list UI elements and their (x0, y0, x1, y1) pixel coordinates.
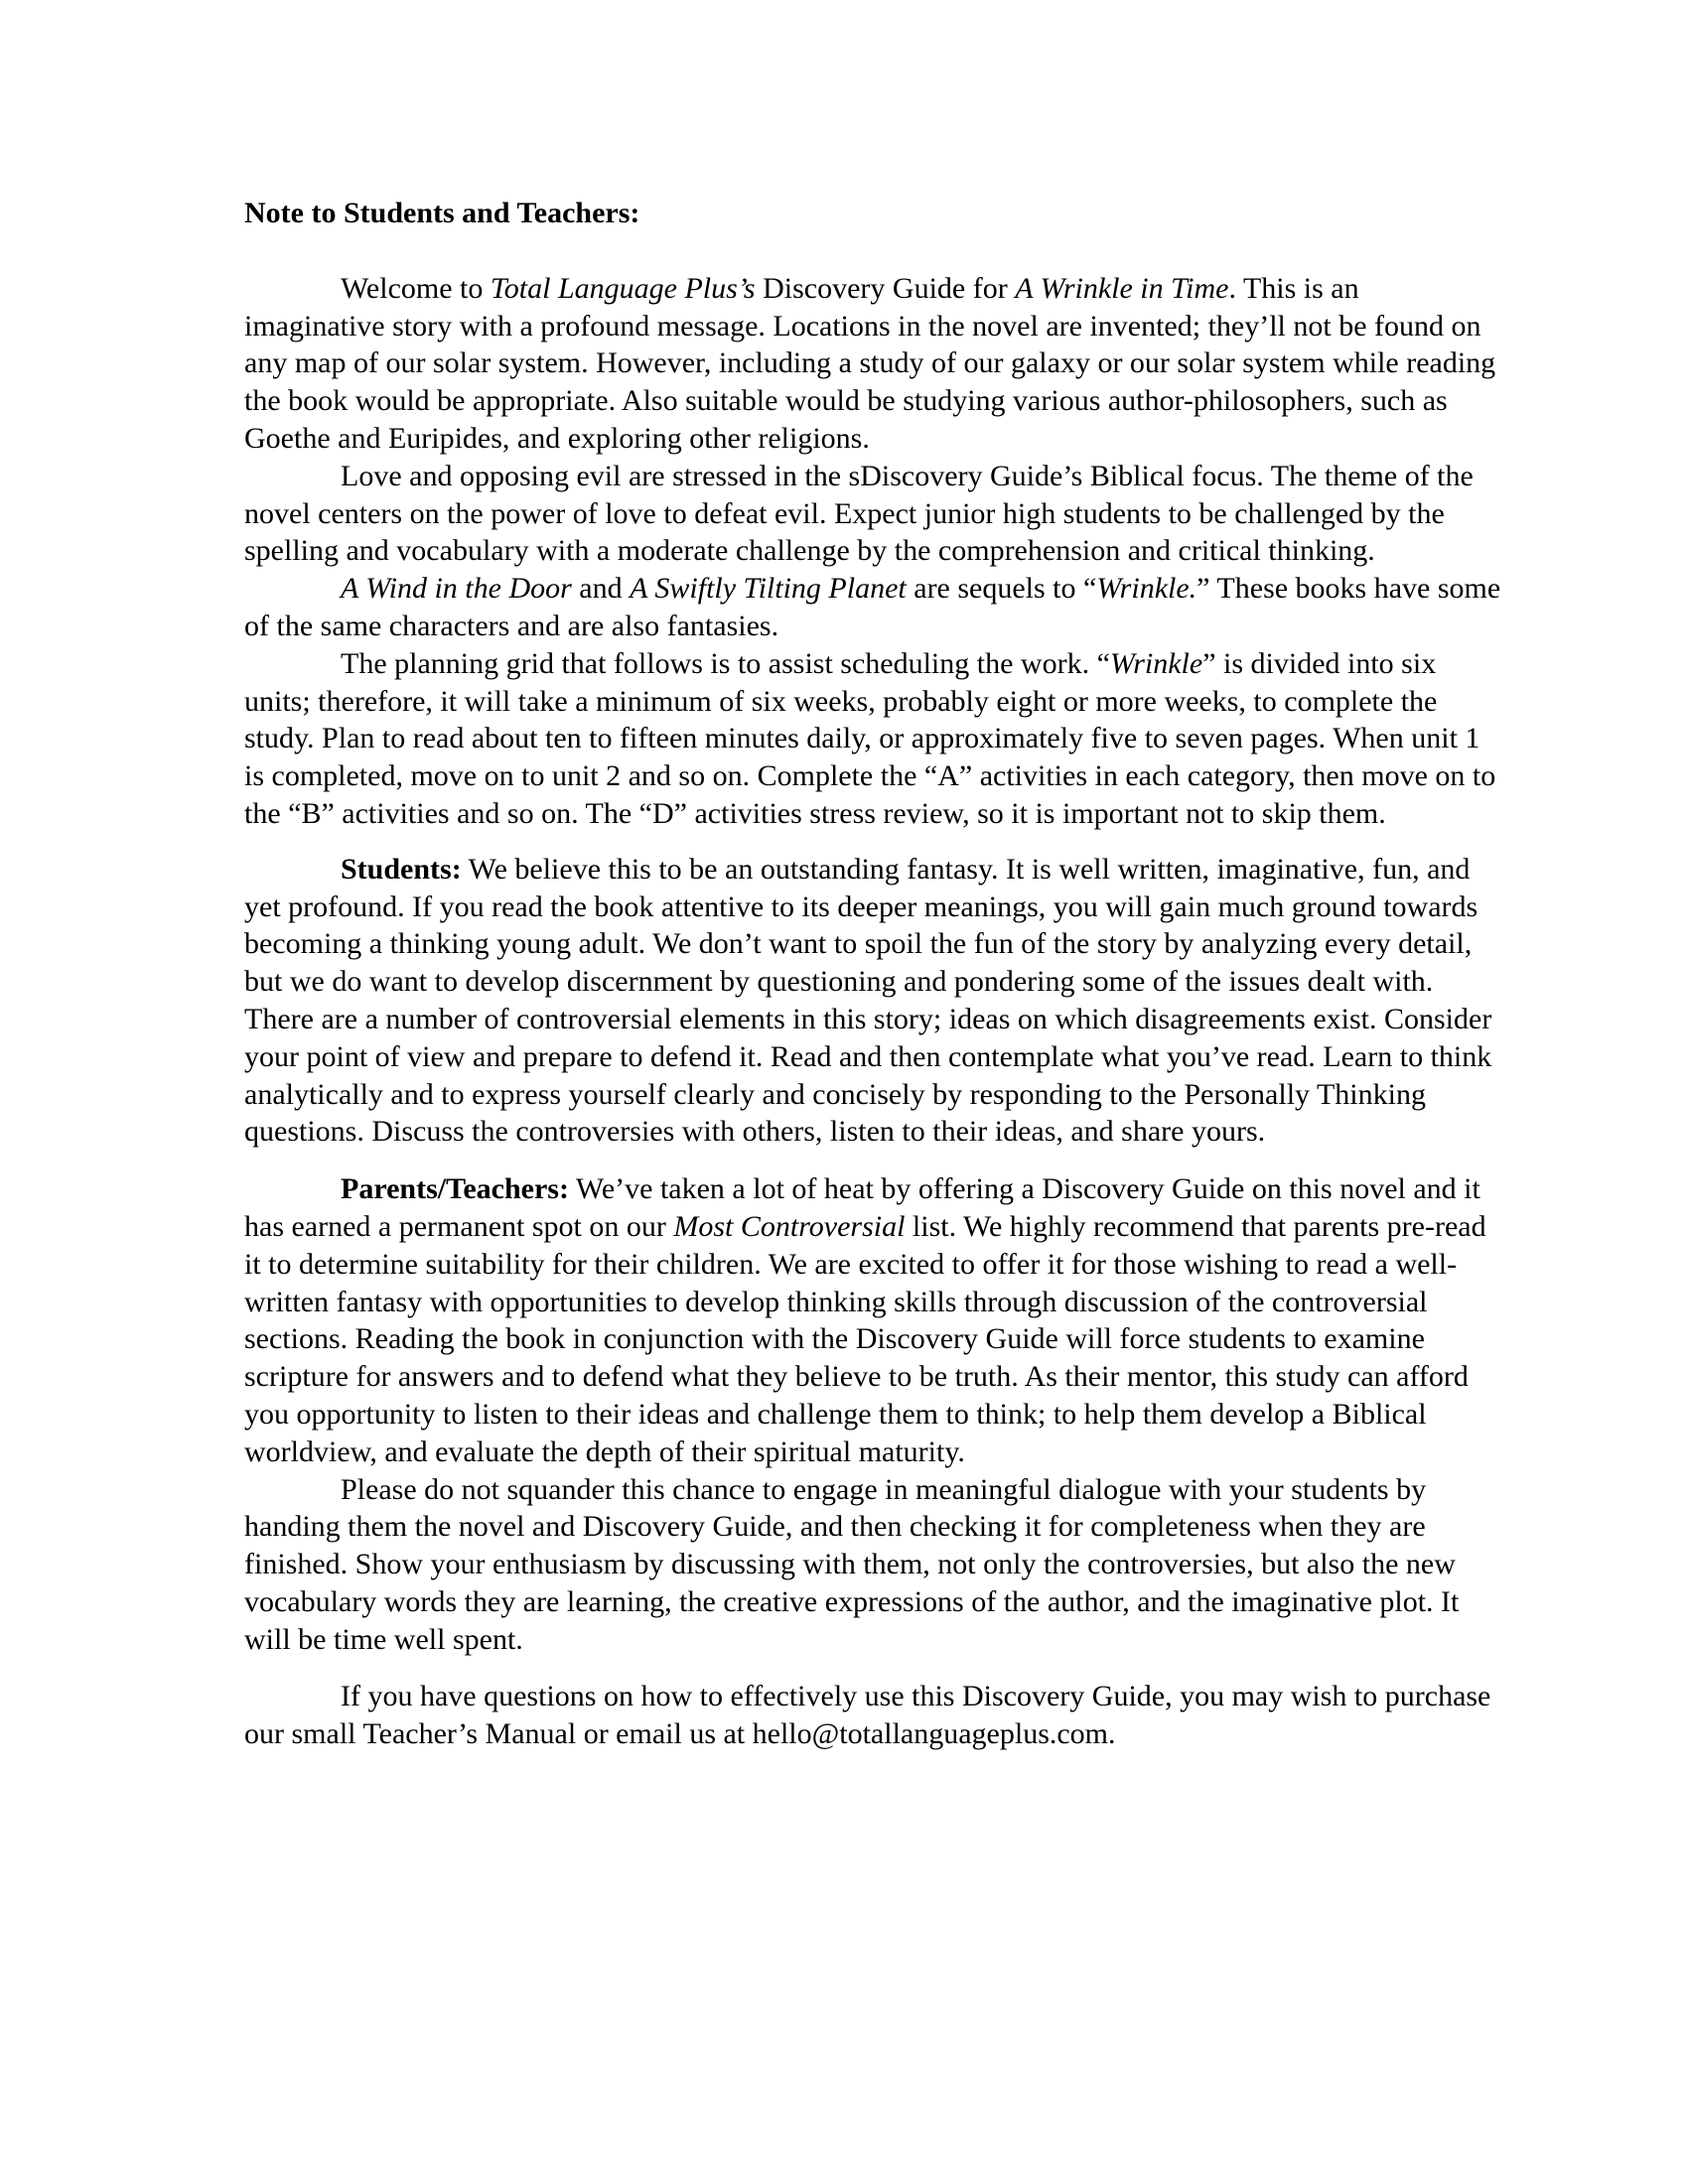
italic-run: Wrinkle (1109, 646, 1203, 680)
text-run: . This is an imaginative story with a profound message. Locations in the novel are invented; they’ll not be found on any map of our solar system. However, including a study of our galaxy or our solar system while reading the book would be appropriate. Also suitable would be studying various author-philosophers, such as Goethe and Euripides, and exploring other religions. (244, 271, 1496, 455)
book-title: A Wind in the Door (341, 572, 572, 606)
text-run: We believe this to be an outstanding fantasy. It is well written, imaginative, fun, and yet profound. If you read the book attentive to its deeper meanings, you will gain much ground towards becoming a thinking young adult. We don’t want to spoil the fun of the story by analyzing every detail, but we do want to develop discernment by questioning and pondering some of the issues dealt with. There are a number of controversial elements in this story; ideas on which disagreements exist. Consider your point of view and prepare to defend it. Read and then contemplate what you’ve read. Learn to think analytically and to express yourself clearly and concisely by responding to the Personally Thinking questions. Discuss the controversies with others, listen to their ideas, and share yours. (244, 852, 1492, 1149)
text-run: ” These books have some of the same characters and are also fantasies. (244, 572, 1501, 642)
italic-run: Most Controversial (673, 1209, 906, 1243)
text-run: and (571, 572, 631, 606)
text-run: We’ve taken a lot of heat by offering a Discovery Guide on this novel and it has earned a permanent spot on our (244, 1172, 1480, 1243)
italic-run: Total Language Plus’s (490, 271, 756, 305)
book-title: A Wrinkle in Time (1015, 271, 1229, 305)
parents-paragraph-2: Please do not squander this chance to engage in meaningful dialogue with your students by handing them the novel and Discovery Guide, and then checking it for completeness when they are finished. Show your enthusiasm by discussing with them, not only the controversies, but also the new vocabulary words they are learning, the creative expressions of the author, and the imaginative plot. It will be time well spent. (244, 1472, 1460, 1656)
students-paragraph (244, 851, 1505, 1151)
closing-paragraph: If you have questions on how to effectively use this Discovery Guide, you may wish to purchase our small Teacher’s Manual or email us at hello@totallanguageplus.com. (244, 1680, 1491, 1751)
intro-paragraph-3 (244, 570, 1505, 645)
text-run: The planning grid that follows is to assist scheduling the work. “ (341, 646, 1110, 680)
text-run: are sequels to “ (906, 572, 1097, 606)
students-label: Students: (341, 852, 462, 886)
intro-paragraph-4 (244, 645, 1505, 833)
page-heading: Note to Students and Teachers: (244, 197, 640, 229)
text-run: Welcome to (341, 271, 491, 305)
document-page (244, 195, 1505, 1753)
parents-label: Parents/Teachers: (341, 1172, 569, 1206)
text-run: list. We highly recommend that parents pre-read it to determine suitability for their children. We are excited to offer it for those wishing to read a well-written fantasy with opportunities to develop thinking skills through discussion of the controversial sections. Reading the book in conjunction with the Discovery Guide will force students to examine scripture for answers and to defend what they believe to be truth. As their mentor, this study can afford you opportunity to listen to their ideas and challenge them to think; to help them develop a Biblical worldview, and evaluate the depth of their spiritual maturity. (244, 1209, 1486, 1468)
text-run: Discovery Guide for (755, 271, 1016, 305)
intro-paragraph-2: Love and opposing evil are stressed in the sDiscovery Guide’s Biblical focus. The theme of the novel centers on the power of love to defeat evil. Expect junior high students to be challenged by the spelling and vocabulary with a moderate challenge by the comprehension and critical thinking. (244, 459, 1474, 568)
intro-paragraph-1 (244, 270, 1505, 458)
text-run: ” is divided into six units; therefore, it will take a minimum of six weeks, probably eight or more weeks, to complete the study. Plan to read about ten to fifteen minutes daily, or approximately five to seven pages. When unit 1 is completed, move on to unit 2 and so on. Complete the “A” activities in each category, then move on to the “B” activities and so on. The “D” activities stress review, so it is important not to skip them. (244, 646, 1496, 830)
book-title: A Swiftly Tilting Planet (630, 572, 907, 606)
parents-paragraph-1 (244, 1170, 1505, 1470)
italic-run: Wrinkle. (1096, 572, 1197, 606)
